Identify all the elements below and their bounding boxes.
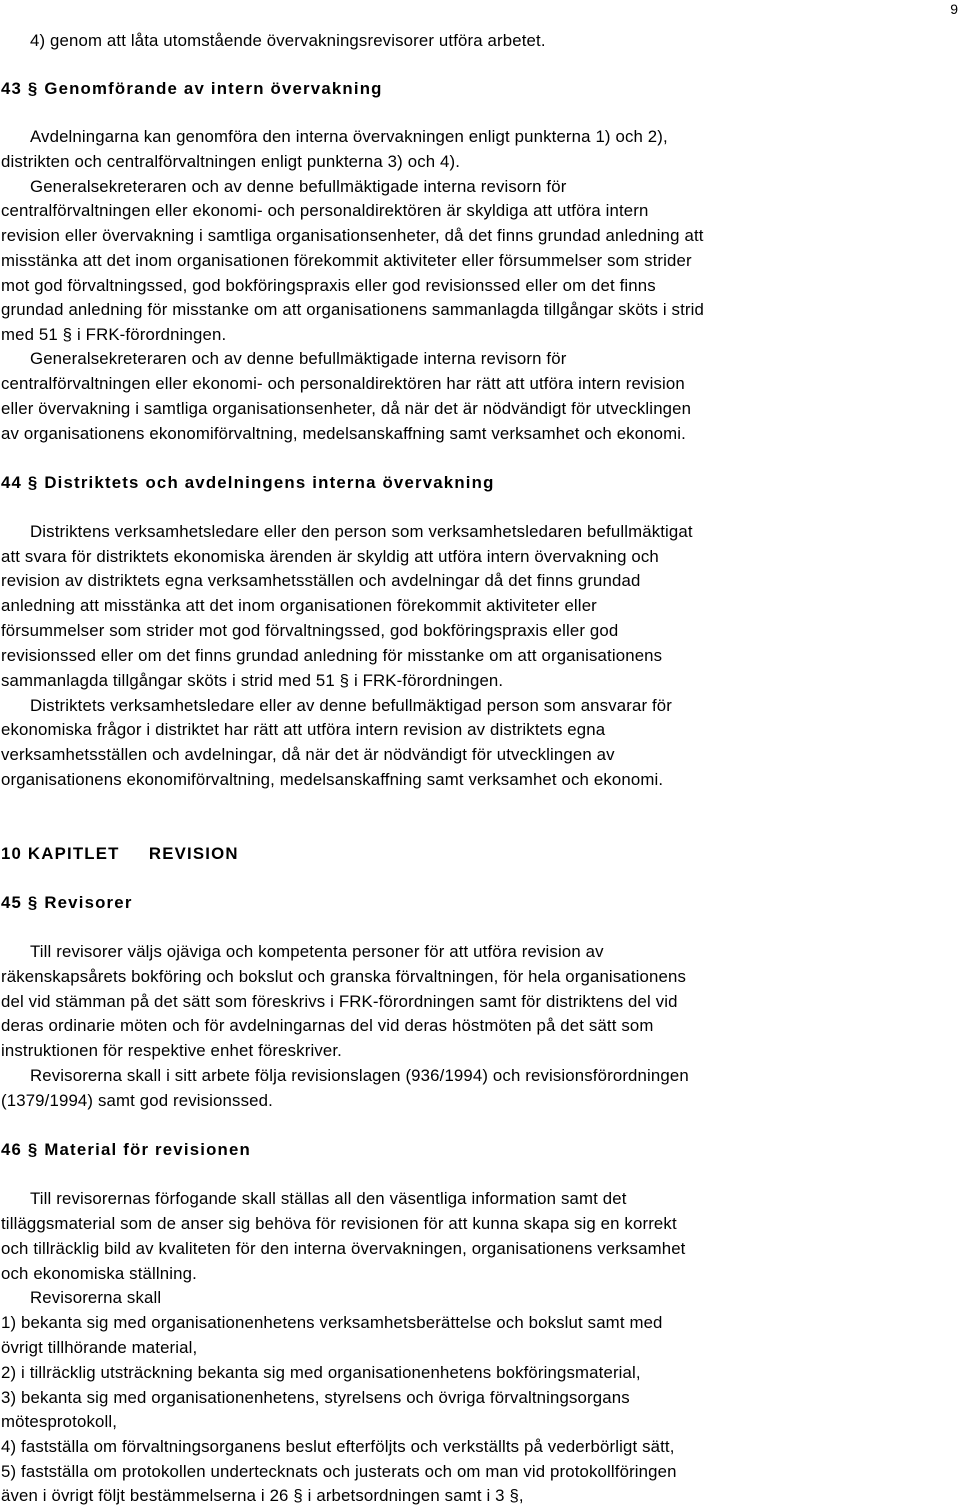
text-line: Revisorerna skall i sitt arbete följa revisionslagen (936/1994) och revisionsförordningen	[30, 1066, 689, 1085]
text-line: Distriktets verksamhetsledare eller av denne befullmäktigad person som ansvarar för	[30, 696, 673, 715]
text-line: revision eller övervakning i samtliga organisationsenheter, då det finns grundad anledning att	[1, 226, 704, 245]
section-heading: 45 § Revisorer	[1, 893, 133, 912]
text-line: Revisorerna skall	[30, 1288, 162, 1307]
text-line: distrikten och centralförvaltningen enligt punkterna 3) och 4).	[1, 152, 461, 171]
text-line: mot god förvaltningssed, god bokföringspraxis eller god revisionssed eller om det finns	[1, 276, 656, 295]
text-line: tilläggsmaterial som de anser sig behöva för revisionen för att kunna skapa sig en korrekt	[1, 1214, 677, 1233]
text-line: organisationens ekonomiförvaltning, medelsanskaffning samt verksamhet och ekonomi.	[1, 770, 664, 789]
text-line: av organisationens ekonomiförvaltning, medelsanskaffning samt verksamhet och ekonomi.	[1, 424, 686, 443]
text-line: med 51 § i FRK-förordningen.	[1, 325, 227, 344]
text-line: och tillräcklig bild av kvaliteten för den interna övervakningen, organisationens verksamhet	[1, 1239, 686, 1258]
section-heading: 10 KAPITLET REVISION	[1, 844, 239, 863]
text-line: Till revisorer väljs ojäviga och kompetenta personer för att utföra revision av	[30, 942, 604, 961]
text-line: mötesprotokoll,	[1, 1412, 118, 1431]
text-line: 2) i tillräcklig utsträckning bekanta sig med organisationenhetens bokföringsmaterial,	[1, 1363, 641, 1382]
text-line: eller övervakning i samtliga organisationsenheter, då när det är nödvändigt för utvecklingen	[1, 399, 692, 418]
text-line: Avdelningarna kan genomföra den interna övervakningen enligt punkterna 1) och 2),	[30, 127, 668, 146]
text-line: Till revisorernas förfogande skall ställas all den väsentliga information samt det	[30, 1189, 627, 1208]
text-line: försummelser som strider mot god förvaltningssed, god bokföringspraxis eller god	[1, 621, 619, 640]
section-heading: 44 § Distriktets och avdelningens interna övervakning	[1, 473, 495, 492]
text-line: 4) genom att låta utomstående övervakningsrevisorer utföra arbetet.	[30, 31, 546, 50]
text-line: övrigt tillhörande material,	[1, 1338, 198, 1357]
text-line: ekonomiska frågor i distriktet har rätt att utföra intern revision av distriktets egna	[1, 720, 606, 739]
text-line: verksamhetsställen och avdelningar, då när det är nödvändigt för utvecklingen av	[1, 745, 615, 764]
section-heading: 43 § Genomförande av intern övervakning	[1, 79, 383, 98]
text-line: anledning att misstänka att det inom organisationen förekommit aktiviteter eller	[1, 596, 597, 615]
text-line: 3) bekanta sig med organisationenhetens, styrelsens och övriga förvaltningsorgans	[1, 1388, 630, 1407]
text-line: även i övrigt följt bestämmelserna i 26 § i arbetsordningen samt i 3 §,	[1, 1486, 524, 1505]
text-line: deras ordinarie möten och för avdelningarnas del vid deras höstmöten på det sätt som	[1, 1016, 654, 1035]
text-line: instruktionen för respektive enhet föreskriver.	[1, 1041, 342, 1060]
text-line: misstänka att det inom organisationen förekommit aktiviteter eller försummelser som strider	[1, 251, 692, 270]
text-line: Generalsekreteraren och av denne befullmäktigade interna revisorn för	[30, 177, 567, 196]
section-heading: 46 § Material för revisionen	[1, 1140, 251, 1159]
text-line: 5) fastställa om protokollen undertecknats och justerats och om man vid protokollföringen	[1, 1462, 677, 1481]
text-line: 4) fastställa om förvaltningsorganens beslut efterföljts och verkställts på vederbörligt sätt,	[1, 1437, 675, 1456]
text-line: sammanlagda tillgångar sköts i strid med 51 § i FRK-förordningen.	[1, 671, 504, 690]
text-line: revision av distriktets egna verksamhetsställen och avdelningar då det finns grundad	[1, 571, 641, 590]
text-line: och ekonomiska ställning.	[1, 1264, 197, 1283]
page-number: 9	[950, 1, 958, 17]
text-line: (1379/1994) samt god revisionssed.	[1, 1091, 273, 1110]
text-line: revisionssed eller om det finns grundad anledning för misstanke om att organisationens	[1, 646, 663, 665]
text-line: del vid stämman på det sätt som föreskrivs i FRK-förordningen samt för distriktens del vid	[1, 992, 678, 1011]
text-line: Distriktens verksamhetsledare eller den person som verksamhetsledaren befullmäktigat	[30, 522, 693, 541]
text-line: centralförvaltningen eller ekonomi- och personaldirektören har rätt att utföra intern revision	[1, 374, 685, 393]
text-line: grundad anledning för misstanke om att organisationens sammanlagda tillgångar sköts i strid	[1, 300, 704, 319]
text-line: Generalsekreteraren och av denne befullmäktigade interna revisorn för	[30, 349, 567, 368]
text-line: 1) bekanta sig med organisationenhetens verksamhetsberättelse och bokslut samt med	[1, 1313, 663, 1332]
text-line: centralförvaltningen eller ekonomi- och personaldirektören är skyldiga att utföra intern	[1, 201, 649, 220]
text-line: att svara för distriktets ekonomiska ärenden är skyldig att utföra intern övervakning och	[1, 547, 659, 566]
text-line: räkenskapsårets bokföring och bokslut och granska förvaltningen, för hela organisationens	[1, 967, 687, 986]
